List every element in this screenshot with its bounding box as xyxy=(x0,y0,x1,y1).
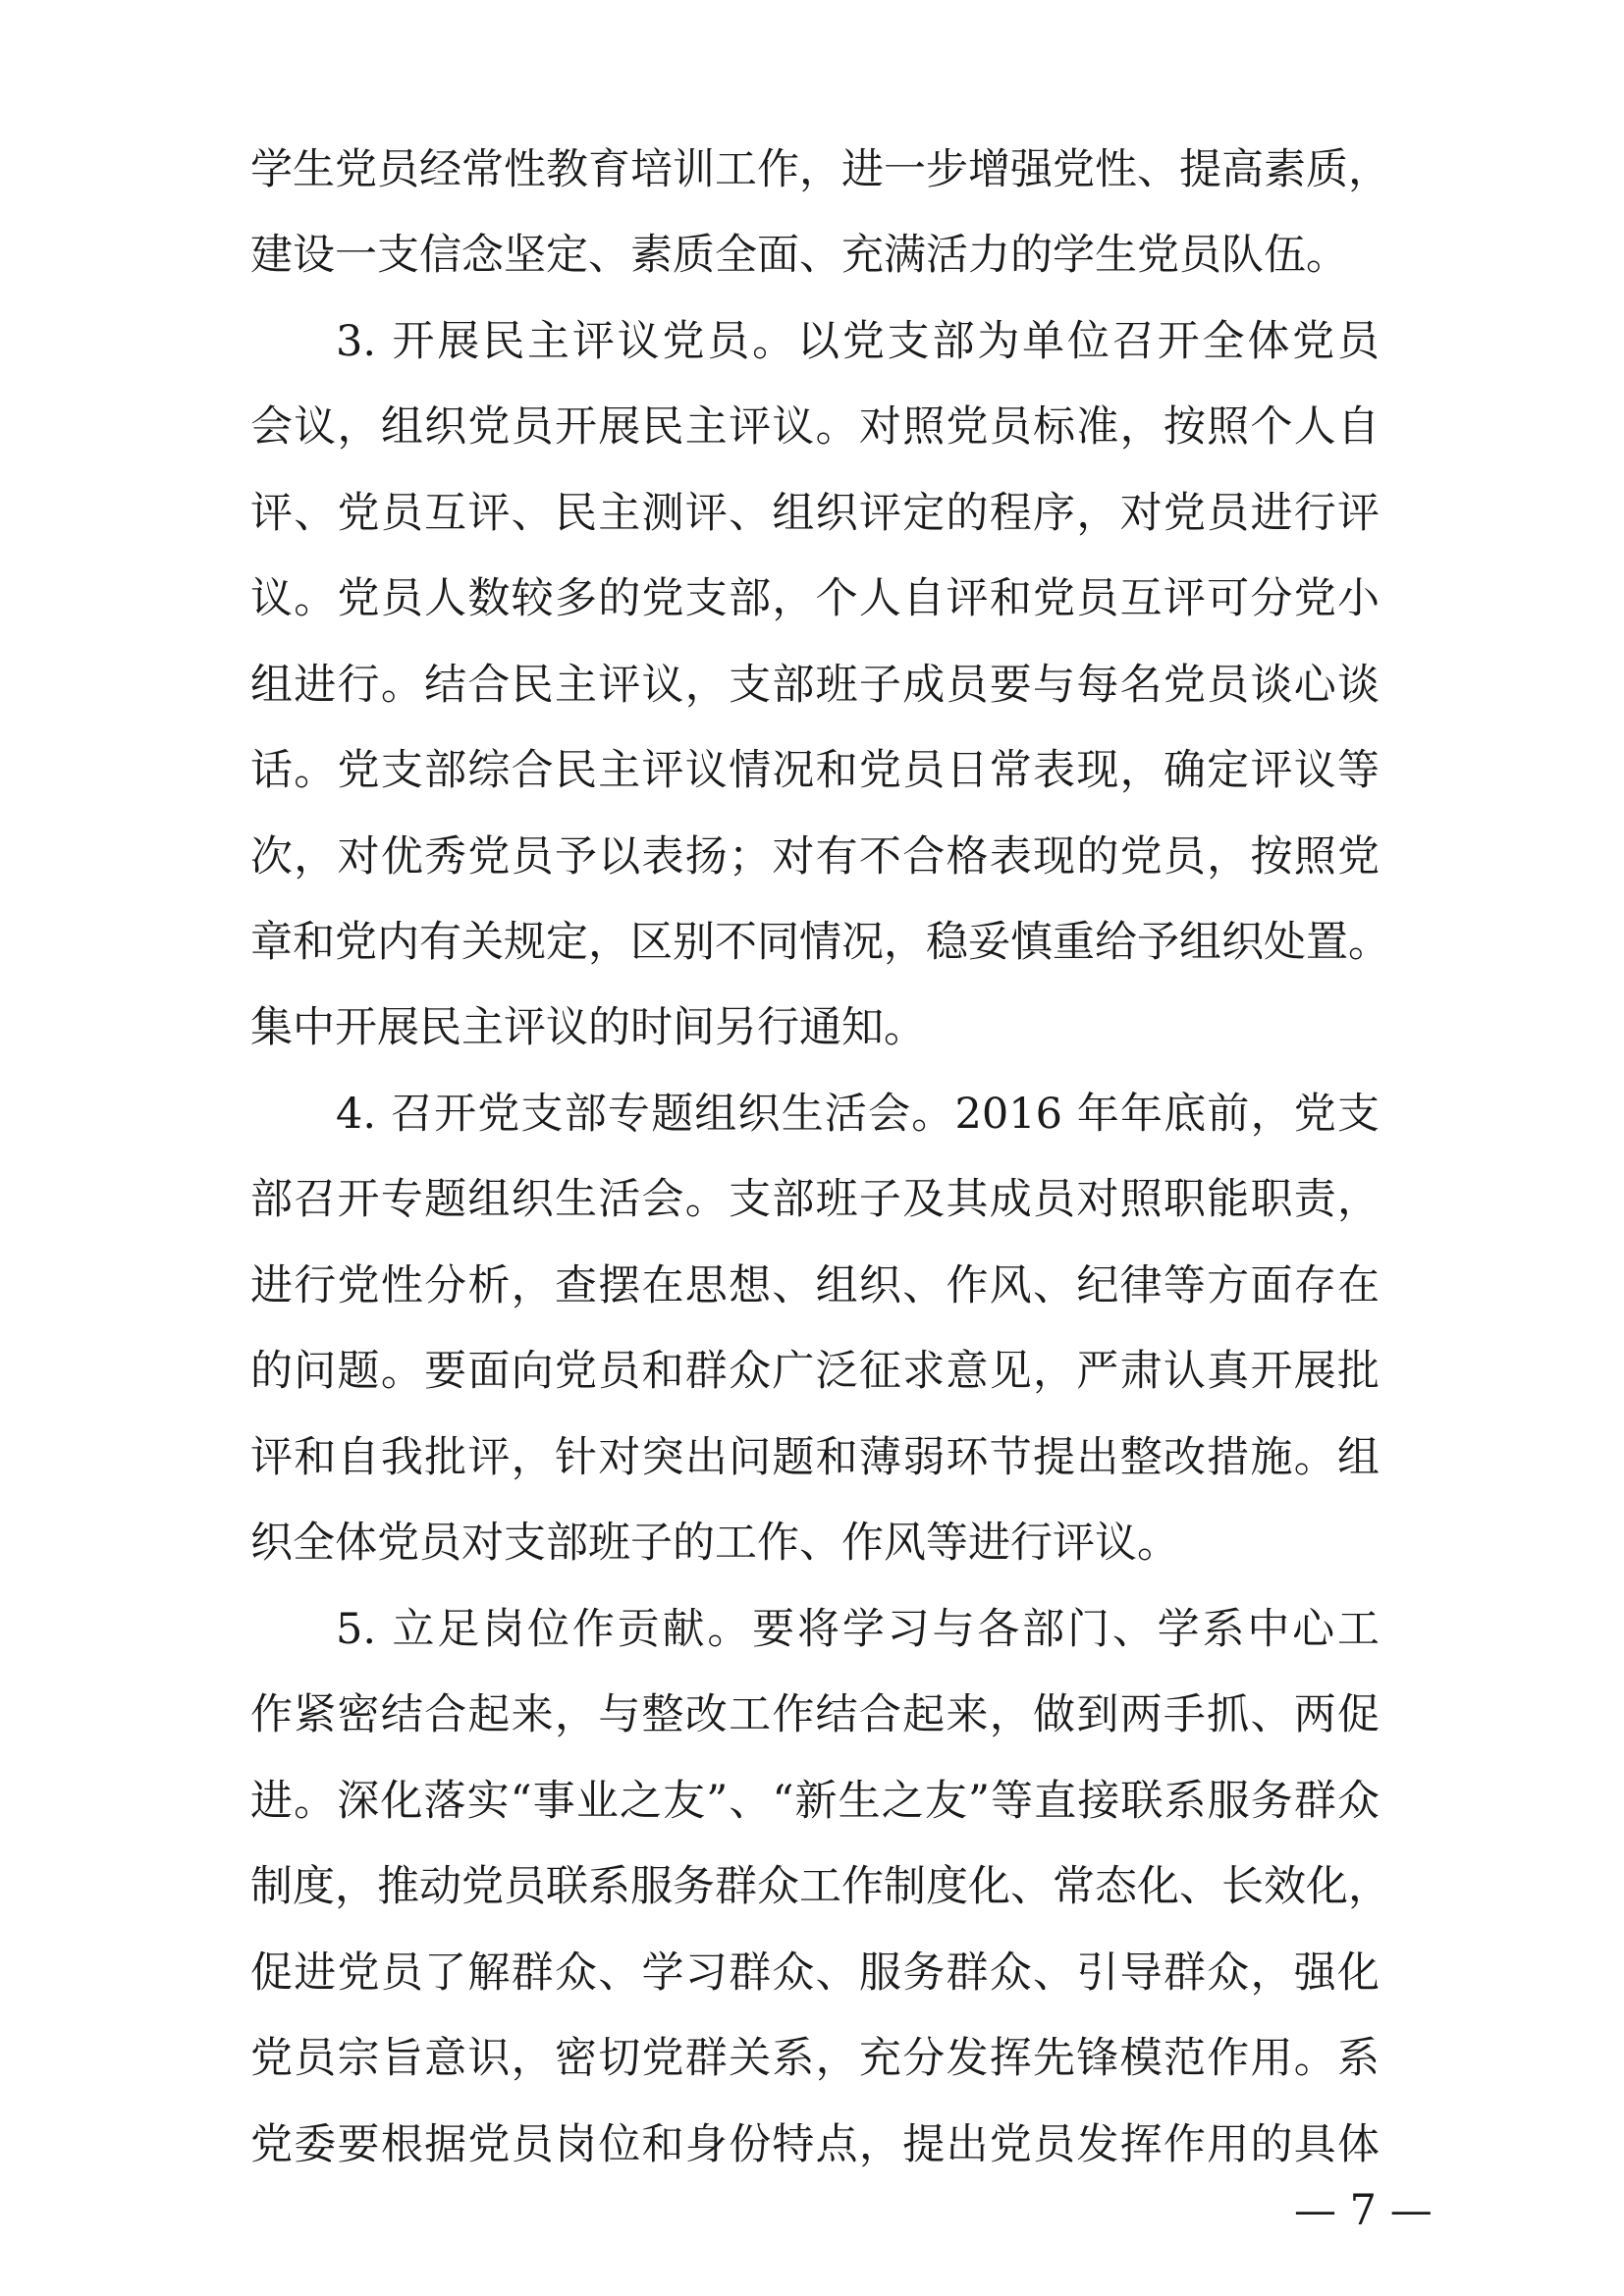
body-text-line: 集中开展民主评议的时间另行通知。 xyxy=(250,1003,926,1052)
body-text-line: 次，对优秀党员予以表扬；对有不合格表现的党员，按照党 xyxy=(250,832,1380,881)
section-heading-line: 3. 开展民主评议党员。以党支部为单位召开全体党员 xyxy=(336,317,1380,366)
body-text-line: 章和党内有关规定，区别不同情况，稳妥慎重给予组织处置。 xyxy=(250,918,1390,967)
body-text-line: 学生党员经常性教育培训工作，进一步增强党性、提高素质， xyxy=(250,145,1390,194)
body-text-line: 制度，推动党员联系服务群众工作制度化、常态化、长效化， xyxy=(250,1862,1390,1911)
body-text-line: 作紧密结合起来，与整改工作结合起来，做到两手抓、两促 xyxy=(250,1690,1380,1739)
body-text-line: 评、党员互评、民主测评、组织评定的程序，对党员进行评 xyxy=(250,489,1380,538)
body-text-line: 建设一支信念坚定、素质全面、充满活力的学生党员队伍。 xyxy=(250,231,1348,280)
page-number: — 7 — xyxy=(1294,2186,1433,2235)
body-text-line: 促进党员了解群众、学习群众、服务群众、引导群众，强化 xyxy=(250,1949,1380,1998)
body-text-line: 组进行。结合民主评议，支部班子成员要与每名党员谈心谈 xyxy=(250,661,1380,710)
body-text-line: 议。党员人数较多的党支部，个人自评和党员互评可分党小 xyxy=(250,574,1380,623)
body-text-line: 评和自我批评，针对突出问题和薄弱环节提出整改措施。组 xyxy=(250,1433,1380,1482)
body-text-line: 党员宗旨意识，密切党群关系，充分发挥先锋模范作用。系 xyxy=(250,2034,1380,2083)
body-text-line: 会议，组织党员开展民主评议。对照党员标准，按照个人自 xyxy=(250,402,1380,452)
body-text-line: 进行党性分析，查摆在思想、组织、作风、纪律等方面存在 xyxy=(250,1261,1380,1310)
body-text-line: 部召开专题组织生活会。支部班子及其成员对照职能职责， xyxy=(250,1175,1380,1224)
section-heading-line: 4. 召开党支部专题组织生活会。2016 年年底前，党支 xyxy=(336,1090,1380,1139)
body-text-line: 织全体党员对支部班子的工作、作风等进行评议。 xyxy=(250,1519,1179,1568)
body-text-line: 进。深化落实“事业之友”、“新生之友”等直接联系服务群众 xyxy=(250,1777,1380,1826)
body-text-line: 党委要根据党员岗位和身份特点，提出党员发挥作用的具体 xyxy=(250,2120,1380,2169)
section-heading-line: 5. 立足岗位作贡献。要将学习与各部门、学系中心工 xyxy=(336,1605,1380,1654)
body-text-line: 的问题。要面向党员和群众广泛征求意见，严肃认真开展批 xyxy=(250,1347,1380,1396)
body-text-line: 话。党支部综合民主评议情况和党员日常表现，确定评议等 xyxy=(250,746,1380,795)
